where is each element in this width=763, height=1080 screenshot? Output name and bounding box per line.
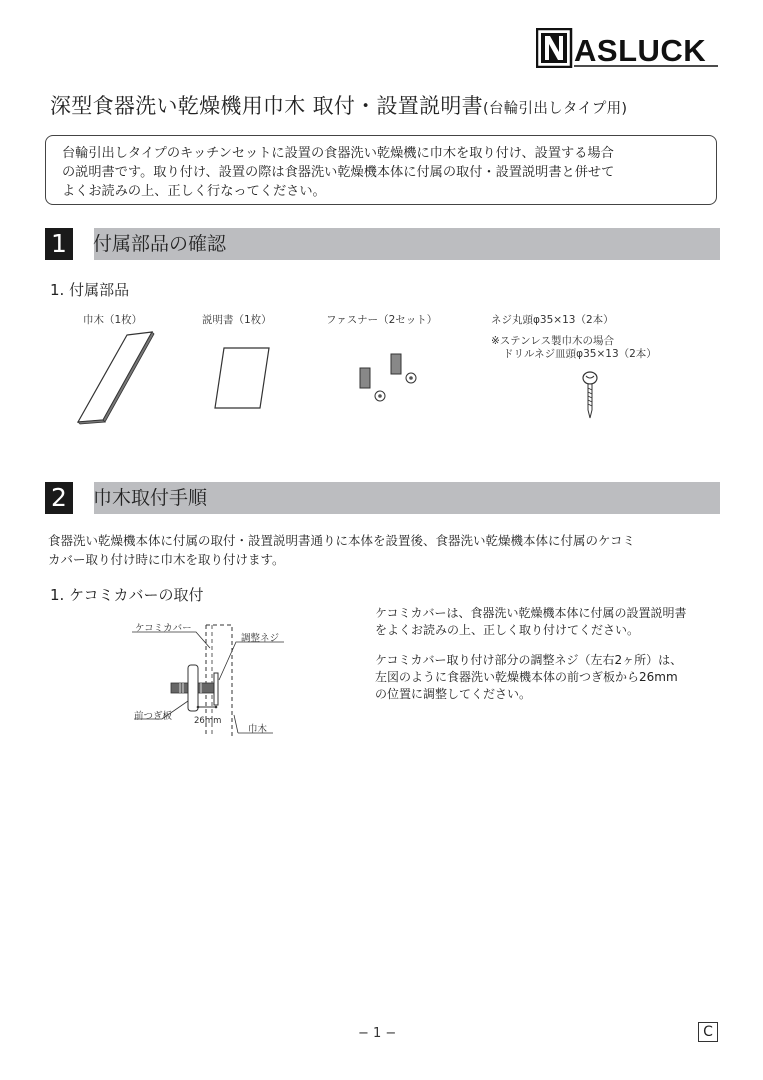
section-1-number: 1: [45, 228, 73, 260]
document-title-sub: (台輪引出しタイプ用): [482, 101, 628, 117]
paragraph-line: ケコミカバー取り付け部分の調整ネジ（左右2ヶ所）は、: [375, 653, 683, 667]
baseboard-icon: [75, 330, 160, 430]
document-title-main: 深型食器洗い乾燥機用巾木 取付・設置説明書: [50, 94, 483, 118]
part-note-drill-screw: ドリルネジ皿頭φ35×13（2本）: [503, 348, 657, 360]
section-2-number: 2: [45, 482, 73, 514]
section-1-title: 付属部品の確認: [93, 233, 227, 255]
svg-text:ASLUCK: ASLUCK: [574, 33, 707, 68]
document-title: [50, 90, 627, 120]
fastener-icon: [352, 350, 422, 405]
screw-icon: [578, 370, 602, 420]
section-2-intro-line: カバー取り付け時に巾木を取り付けます。: [48, 552, 285, 567]
diagram-label-kekomi-cover: ケコミカバー: [135, 623, 192, 634]
intro-text: [62, 144, 712, 201]
section-1-subheading: 1. 付属部品: [50, 281, 130, 299]
diagram-label-dimension: 26mm: [194, 716, 222, 726]
paragraph-line: 左図のように食器洗い乾燥機本体の前つぎ板から26mm: [375, 670, 678, 684]
install-paragraph-2: [375, 652, 725, 703]
diagram-label-front-board: 前つぎ板: [134, 711, 173, 722]
section-2-title: 巾木取付手順: [93, 487, 208, 509]
section-2-subheading: 1. ケコミカバーの取付: [50, 586, 204, 604]
nasluck-logo: [536, 28, 720, 68]
part-label-manual: 説明書（1枚）: [202, 314, 272, 326]
part-label-fastener: ファスナー（2セット）: [326, 314, 438, 326]
install-paragraph-1: [375, 605, 725, 639]
section-2-intro: [48, 531, 728, 569]
intro-line: よくお読みの上、正しく行なってください。: [62, 184, 326, 199]
revision-badge: C: [698, 1022, 718, 1042]
paragraph-line: ケコミカバーは、食器洗い乾燥機本体に付属の設置説明書: [375, 606, 687, 620]
paragraph-line: をよくお読みの上、正しく取り付けてください。: [375, 623, 640, 637]
diagram-label-adjust-screw: 調整ネジ: [241, 633, 280, 644]
intro-line: 台輪引出しタイプのキッチンセットに設置の食器洗い乾燥機に巾木を取り付け、設置する場合: [62, 146, 614, 161]
paragraph-line: の位置に調整してください。: [375, 687, 532, 701]
manual-icon: [212, 345, 274, 413]
part-label-screw: ネジ丸頭φ35×13（2本）: [491, 314, 614, 326]
intro-line: の説明書です。取り付け、設置の際は食器洗い乾燥機本体に付属の取付・設置説明書と併せて: [62, 165, 615, 180]
section-2-intro-line: 食器洗い乾燥機本体に付属の取付・設置説明書通りに本体を設置後、食器洗い乾燥機本体に付属のケコミ: [48, 533, 636, 548]
diagram-label-baseboard: 巾木: [248, 724, 268, 735]
part-label-baseboard: 巾木（1枚）: [83, 314, 143, 326]
part-note-stainless: ※ステンレス製巾木の場合: [491, 335, 614, 347]
page-number: − 1 −: [358, 1026, 397, 1041]
